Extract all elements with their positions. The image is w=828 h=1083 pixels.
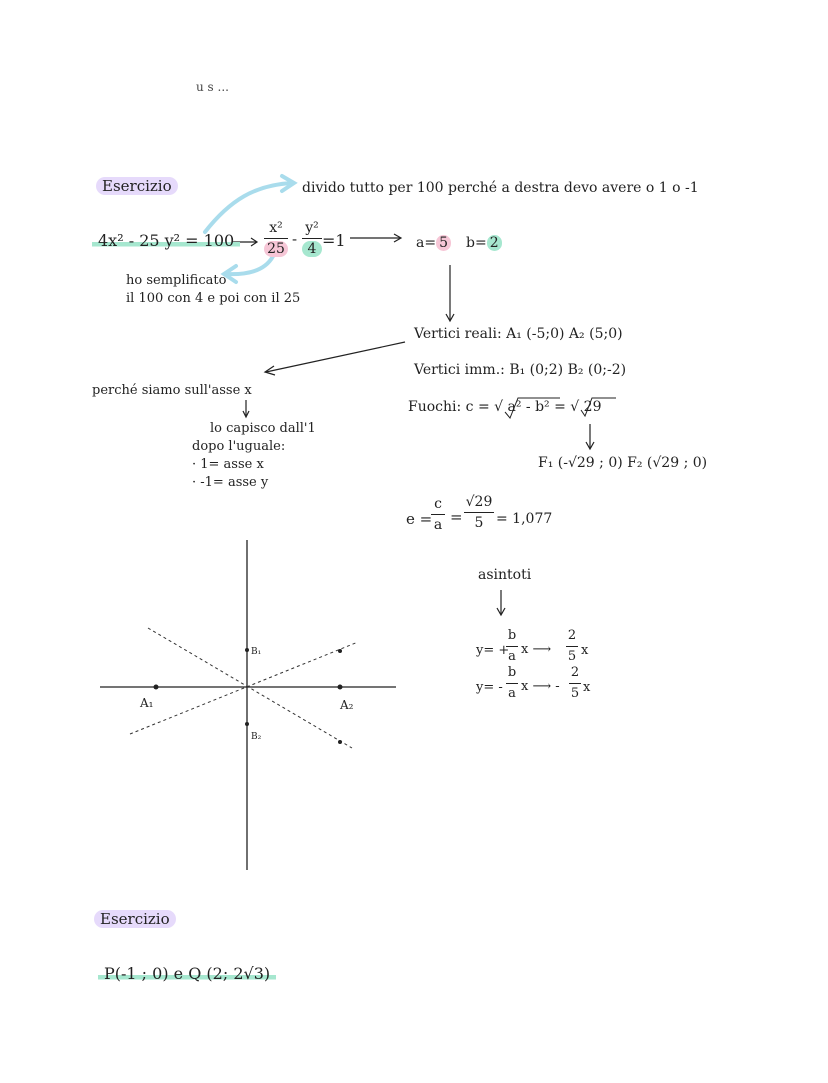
asymptote-point-2 — [338, 740, 342, 744]
asym2-fraction: b a — [507, 665, 517, 701]
vertici-immaginari: Vertici imm.: B₁ (0;2) B₂ (0;-2) — [414, 362, 627, 378]
minus-sign: - — [292, 230, 298, 248]
asym2-arrow: x ⟶ - — [521, 679, 560, 694]
ecc-equals: = — [450, 508, 463, 526]
divide-note: divido tutto per 100 perché a destra devo avere o 1 o -1 — [302, 180, 699, 196]
b-value: b= 2 — [466, 234, 502, 252]
asym1-left: y= + — [476, 643, 510, 658]
point-b1 — [245, 648, 249, 652]
asym2-left: y= - — [476, 680, 503, 695]
simplified-line-1: ho semplificato — [126, 273, 227, 288]
capisco-line-1: lo capisco dall'1 — [210, 421, 316, 436]
equation: 4x² - 25 y² = 100 — [92, 232, 240, 250]
asym1-fraction: b a — [507, 628, 517, 664]
fraction-y: y² 4 — [302, 220, 322, 257]
label-b1: B₁ — [251, 647, 262, 657]
exercise-2-title: Esercizio — [94, 910, 176, 928]
point-a2 — [338, 685, 343, 690]
label-a1: A₁ — [140, 696, 154, 710]
ecc-result: = 1,077 — [496, 511, 553, 527]
asymptote-point-1 — [338, 649, 342, 653]
capisco-line-2: dopo l'uguale: — [192, 439, 286, 454]
ecc-fraction-1: c a — [431, 496, 445, 533]
asintoti-label: asintoti — [478, 567, 532, 583]
asym2-x: x — [583, 680, 591, 695]
label-a2: A₂ — [340, 698, 354, 712]
capisco-line-3: · 1= asse x — [192, 457, 264, 472]
point-a1 — [154, 685, 159, 690]
asym2-result-fraction: 2 5 — [570, 665, 580, 701]
fuochi: Fuochi: c = √ a² - b² = √ 29 — [408, 399, 602, 415]
asymptote-positive — [130, 642, 358, 734]
arrow-4 — [266, 342, 405, 372]
vertici-reali: Vertici reali: A₁ (-5;0) A₂ (5;0) — [414, 326, 623, 342]
point-b2 — [245, 722, 249, 726]
capisco-line-4: · -1= asse y — [192, 475, 269, 490]
asym1-result-fraction: 2 5 — [567, 628, 577, 664]
fuochi-points: F₁ (-√29 ; 0) F₂ (√29 ; 0) — [538, 455, 708, 471]
a-value: a= 5 — [416, 234, 451, 252]
equals-one: =1 — [322, 231, 346, 250]
simplified-line-2: il 100 con 4 e poi con il 25 — [126, 291, 301, 306]
exercise-2-points: P(-1 ; 0) e Q (2; 2√3) — [98, 965, 276, 983]
asym1-arrow: x ⟶ — [521, 642, 552, 657]
ecc-fraction-2: √29 5 — [465, 494, 493, 531]
exercise-title: Esercizio — [96, 177, 178, 195]
asymptote-negative — [148, 628, 352, 748]
ecc-label: e = — [406, 510, 433, 528]
fraction-x: x² 25 — [264, 220, 288, 257]
label-b2: B₂ — [251, 732, 262, 742]
axis-note: perché siamo sull'asse x — [92, 383, 252, 398]
asym1-x: x — [581, 643, 589, 658]
top-fragment: u s ... — [196, 80, 229, 94]
